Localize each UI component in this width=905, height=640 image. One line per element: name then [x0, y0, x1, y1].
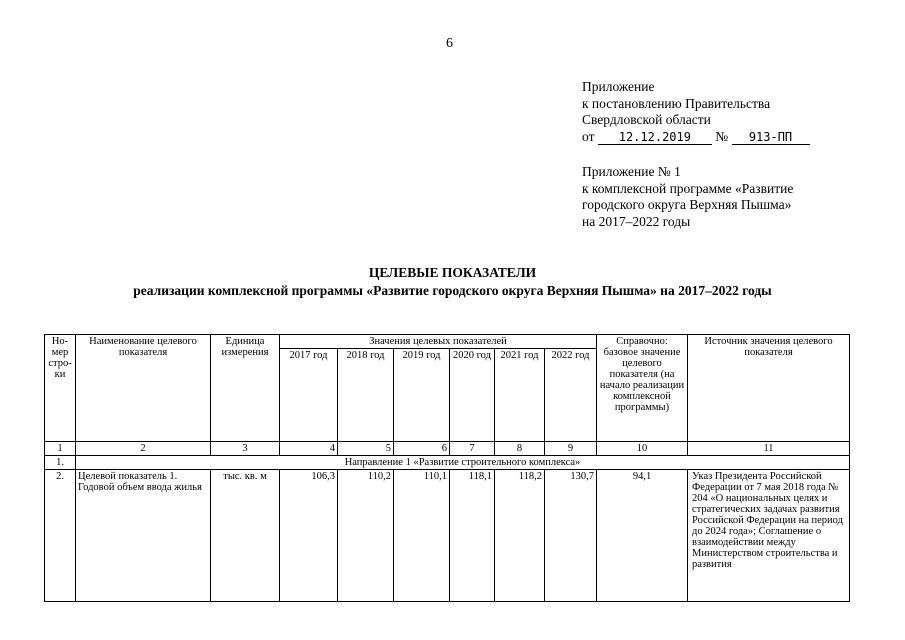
document-title: ЦЕЛЕВЫЕ ПОКАЗАТЕЛИ: [368, 265, 537, 280]
column-number: 3: [211, 442, 280, 456]
appendix-one-line3: городского округа Верхняя Пышма»: [582, 197, 792, 212]
header-year: 2022 год: [545, 349, 597, 442]
column-number: 2: [76, 442, 211, 456]
column-number: 6: [394, 442, 450, 456]
header-year: 2021 год: [495, 349, 545, 442]
decree-date: 12.12.2019: [598, 130, 712, 145]
indicator-unit: тыс. кв. м: [211, 470, 280, 602]
indicator-name: Целевой показатель 1. Годовой объем ввода жилья: [76, 470, 211, 602]
column-number: 1: [45, 442, 76, 456]
column-number: 4: [280, 442, 338, 456]
appendix-one-line1: Приложение № 1: [582, 164, 681, 179]
reference-value: 94,1: [597, 470, 688, 602]
section-row: [45, 456, 850, 470]
value-2017: 106,3: [280, 470, 338, 602]
column-numbers-row: [45, 442, 850, 456]
indicator-source: Указ Президента Российской Федерации от 7 мая 2018 года № 204 «О национальных целях и стратегических задачах развития Российской Федерации на период до 2024 года»; Соглашение о взаимодействии между Министерством строительства и развития: [688, 470, 850, 602]
section-number: 1.: [45, 456, 76, 470]
header-year: 2018 год: [338, 349, 394, 442]
appendix-main-block: [582, 79, 810, 145]
appendix-one-line2: к комплексной программе «Развитие: [582, 180, 794, 196]
header-source: Источник значения целевого показателя: [688, 335, 850, 442]
appendix-main-line1: Приложение: [582, 79, 655, 94]
row-number: 2.: [45, 470, 76, 602]
appendix-date-line: [582, 129, 810, 146]
value-2019: 110,1: [394, 470, 450, 602]
table-row: [45, 470, 850, 602]
header-values-group: Значения целевых показателей: [280, 335, 597, 349]
number-sign: №: [715, 128, 729, 144]
value-2018: 110,2: [338, 470, 394, 602]
header-reference: Справочно: базовое значение целевого показателя (на начало реализации комплексной программы): [597, 335, 688, 442]
header-year: 2019 год: [394, 349, 450, 442]
header-row-number: Но-мер стро-ки: [45, 335, 76, 442]
column-number: 11: [688, 442, 850, 456]
header-unit: Единица измерения: [211, 335, 280, 442]
appendix-main-line2: к постановлению Правительства: [582, 95, 771, 111]
decree-number: 913-ПП: [732, 130, 810, 145]
date-prefix: от: [582, 128, 595, 144]
header-year: 2020 год: [450, 349, 495, 442]
page-number: 6: [446, 36, 453, 51]
value-2021: 118,2: [495, 470, 545, 602]
appendix-one-line4: на 2017–2022 годы: [582, 213, 691, 229]
indicators-table: [44, 334, 850, 602]
appendix-one-block: [582, 164, 793, 230]
header-name: Наименование целевого показателя: [76, 335, 211, 442]
column-number: 7: [450, 442, 495, 456]
appendix-main-line3: Свердловской области: [582, 112, 711, 127]
header-year: 2017 год: [280, 349, 338, 442]
column-number: 10: [597, 442, 688, 456]
value-2020: 118,1: [450, 470, 495, 602]
section-title: Направление 1 «Развитие строительного комплекса»: [76, 456, 850, 470]
column-number: 5: [338, 442, 394, 456]
document-subtitle: реализации комплексной программы «Развитие городского округа Верхняя Пышма» на 2017–2022 годы: [133, 283, 772, 298]
column-number: 8: [495, 442, 545, 456]
column-number: 9: [545, 442, 597, 456]
value-2022: 130,7: [545, 470, 597, 602]
